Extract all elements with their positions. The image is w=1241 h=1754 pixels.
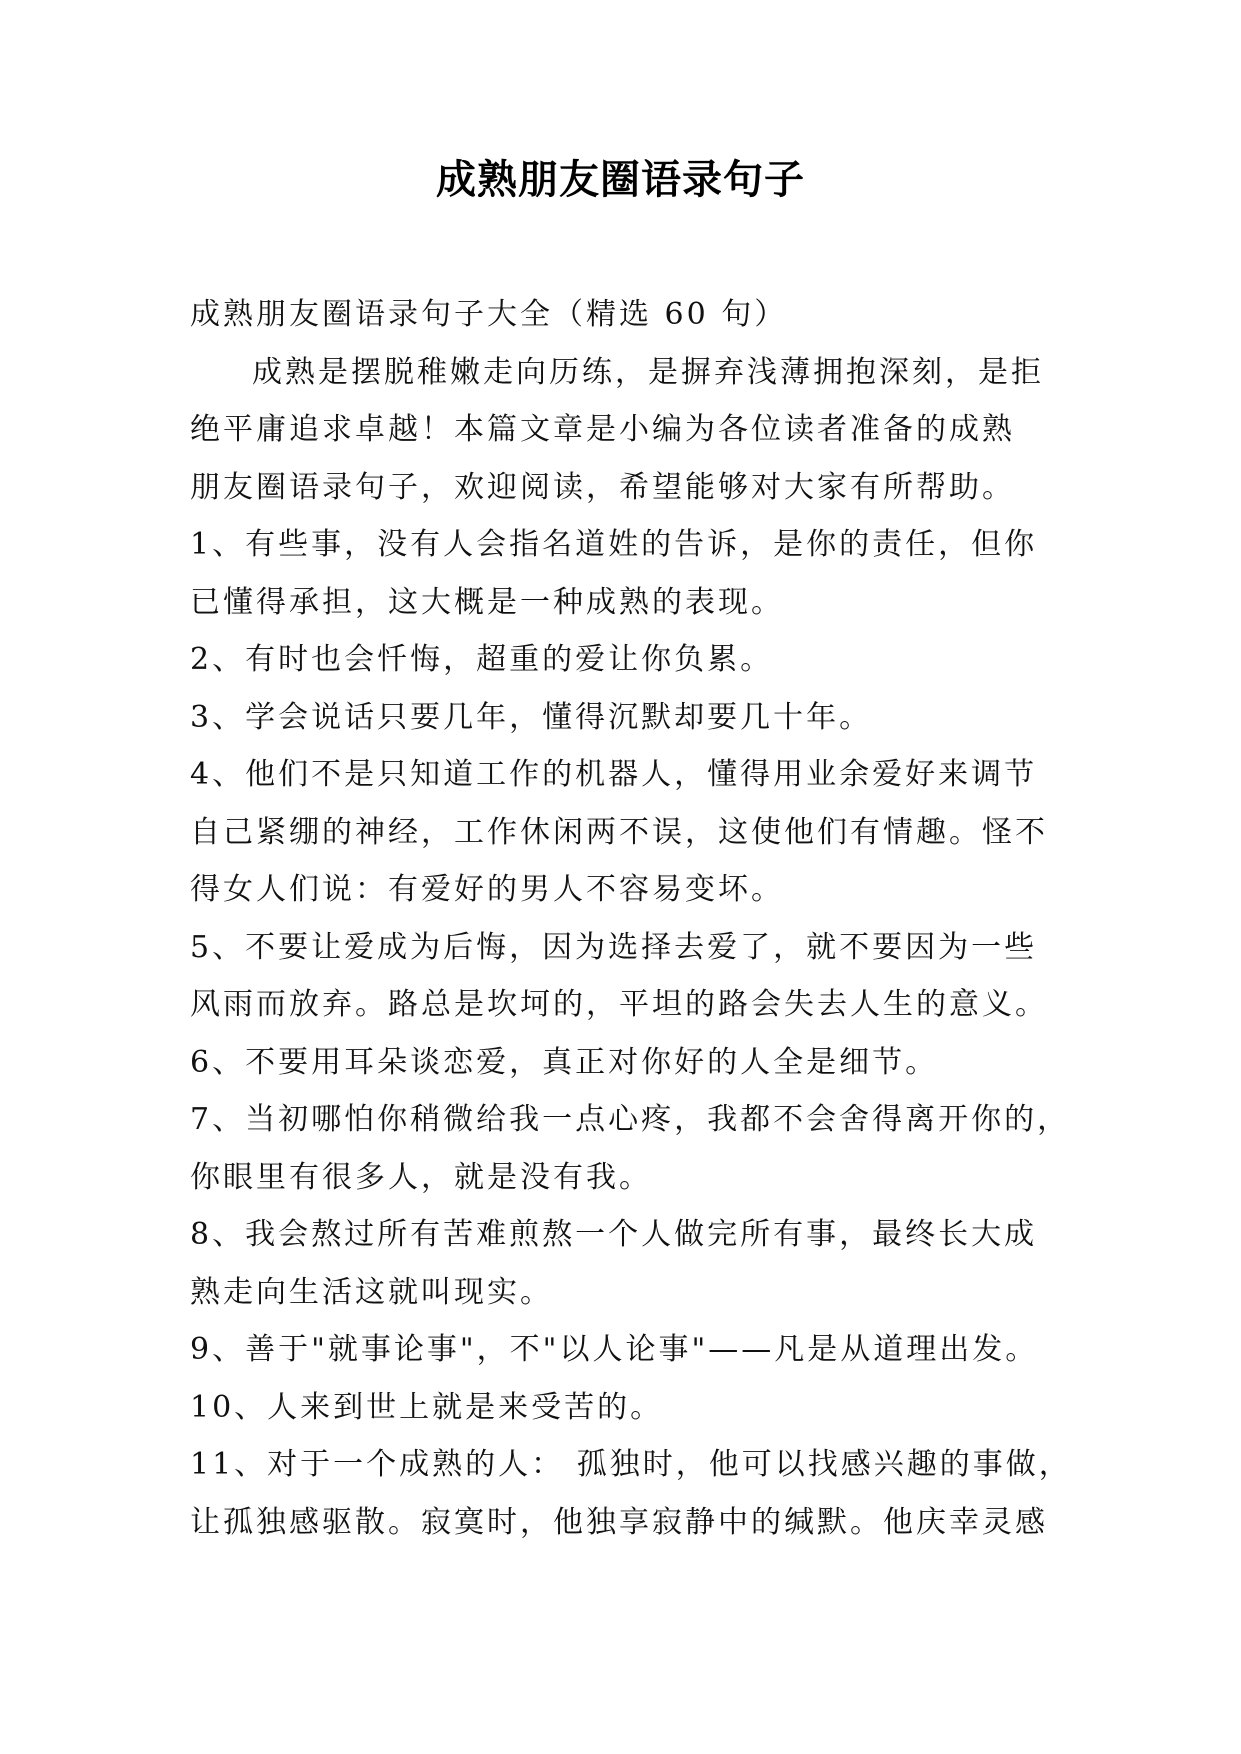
quote-line: 已懂得承担，这大概是一种成熟的表现。 [190, 584, 784, 620]
quote-line: 8、我会熬过所有苦难煎熬一个人做完所有事，最终长大成 [190, 1217, 1038, 1252]
quote-line: 熟走向生活这就叫现实。 [190, 1274, 553, 1310]
quote-line: 让孤独感驱散。寂寞时，他独享寂静中的缄默。他庆幸灵感 [190, 1504, 1048, 1540]
quote-line: 得女人们说：有爱好的男人不容易变坏。 [190, 872, 784, 907]
quote-line: 6、不要用耳朵谈恋爱，真正对你好的人全是细节。 [190, 1044, 939, 1080]
intro-line: 成熟是摆脱稚嫩走向历练，是摒弃浅薄拥抱深刻，是拒 [252, 354, 1044, 390]
quote-line: 3、学会说话只要几年，懂得沉默却要几十年。 [190, 699, 873, 735]
quote-line: 11、对于一个成熟的人： 孤独时，他可以找感兴趣的事做， [190, 1447, 1072, 1482]
intro-line: 绝平庸追求卓越！本篇文章是小编为各位读者准备的成熟 [190, 412, 1015, 447]
quote-line: 自己紧绷的神经，工作休闲两不误，这使他们有情趣。怪不 [190, 814, 1048, 850]
quote-line: 5、不要让爱成为后悔，因为选择去爱了，就不要因为一些 [190, 929, 1038, 965]
quote-line: 2、有时也会忏悔，超重的爱让你负累。 [190, 642, 774, 677]
document-title: 成熟朋友圈语录句子 [436, 157, 805, 203]
quote-line: 10、人来到世上就是来受苦的。 [190, 1389, 664, 1425]
quote-line: 风雨而放弃。路总是坎坷的，平坦的路会失去人生的意义。 [190, 987, 1048, 1022]
quote-line: 7、当初哪怕你稍微给我一点心疼，我都不会舍得离开你的， [190, 1102, 1071, 1137]
subtitle-line: 成熟朋友圈语录句子大全（精选 60 句） [190, 297, 788, 332]
quote-line: 4、他们不是只知道工作的机器人，懂得用业余爱好来调节 [190, 757, 1038, 792]
quote-line: 你眼里有很多人，就是没有我。 [190, 1159, 652, 1195]
quote-line: 9、善于"就事论事"，不"以人论事"——凡是从道理出发。 [190, 1332, 1039, 1367]
document-body [190, 286, 1070, 1551]
quote-line: 1、有些事，没有人会指名道姓的告诉，是你的责任，但你 [190, 527, 1038, 562]
intro-line: 朋友圈语录句子，欢迎阅读，希望能够对大家有所帮助。 [190, 469, 1015, 505]
